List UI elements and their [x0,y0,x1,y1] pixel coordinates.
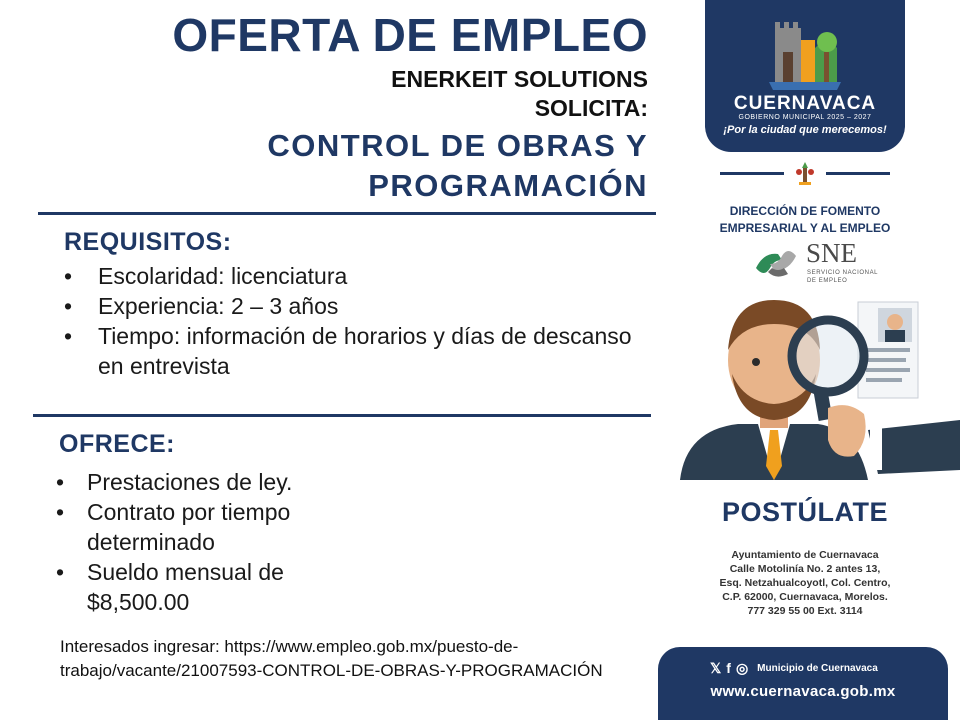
address-line: 777 329 55 00 Ext. 3114 [747,605,863,617]
sne-hands-icon [752,238,800,286]
ofrece-heading: OFRECE: [59,430,175,458]
x-social-icon[interactable]: 𝕏 [710,659,722,676]
sne-subtitle-line-1: SERVICIO NACIONAL [807,270,879,276]
application-link-text: Interesados ingresar: https://www.empleo.gob.mx/puesto-de-trabajo/vacante/21007593-CONTROL-DE-OBRAS-Y-PROGRAMACIÓN [60,637,603,680]
requisitos-list [58,261,638,381]
emblem-icon [720,160,890,186]
list-item: • Sueldo mensual de $8,500.00 [50,557,360,617]
list-item: • Tiempo: información de horarios y días de descanso en entrevista [58,321,638,381]
instagram-icon[interactable]: ◎ [735,659,749,676]
page-title: OFERTA DE EMPLEO [172,9,648,61]
sne-title: SNE [806,238,858,268]
address-block [690,548,920,618]
position-title-line-2: PROGRAMACIÓN [368,168,648,203]
list-item: • Contrato por tiempo determinado [50,497,360,557]
government-period: GOBIERNO MUNICIPAL 2025 – 2027 [738,114,872,121]
list-item: • Prestaciones de ley. [50,467,360,497]
footer-bar [658,647,948,720]
company-name: ENERKEIT SOLUTIONS [391,66,648,92]
sne-subtitle-line-2: DE EMPLEO [807,278,848,284]
ofrece-list [50,467,360,617]
address-line: Esq. Netzahualcoyotl, Col. Centro, [719,577,891,589]
list-item: • Experiencia: 2 – 3 años [58,291,638,321]
cuernavaca-badge [705,0,905,152]
address-line: Calle Motolinía No. 2 antes 13, [729,563,881,575]
direccion-line-2: EMPRESARIAL Y AL EMPLEO [719,221,891,235]
address-line: Ayuntamiento de Cuernavaca [731,549,879,561]
city-name: CUERNAVACA [733,93,877,114]
list-item: • Escolaridad: licenciatura [58,261,638,291]
facebook-icon[interactable]: f [726,660,731,676]
requisitos-heading: REQUISITOS: [64,228,232,256]
address-line: C.P. 62000, Cuernavaca, Morelos. [722,591,888,603]
position-title-line-1: CONTROL DE OBRAS Y [267,128,648,163]
slogan: ¡Por la ciudad que merecemos! [723,124,887,136]
cuernavaca-crest-icon [767,18,843,92]
recruiter-magnifier-illustration [678,290,960,482]
divider-middle [33,414,651,417]
postulate-heading: POSTÚLATE [722,497,888,527]
website-link[interactable]: www.cuernavaca.gob.mx [710,683,896,700]
divider-top [38,212,656,215]
solicita-label: SOLICITA: [534,95,648,121]
municipio-handle: Municipio de Cuernavaca [757,662,878,674]
social-row [710,659,878,677]
direccion-line-1: DIRECCIÓN DE FOMENTO [729,204,881,218]
